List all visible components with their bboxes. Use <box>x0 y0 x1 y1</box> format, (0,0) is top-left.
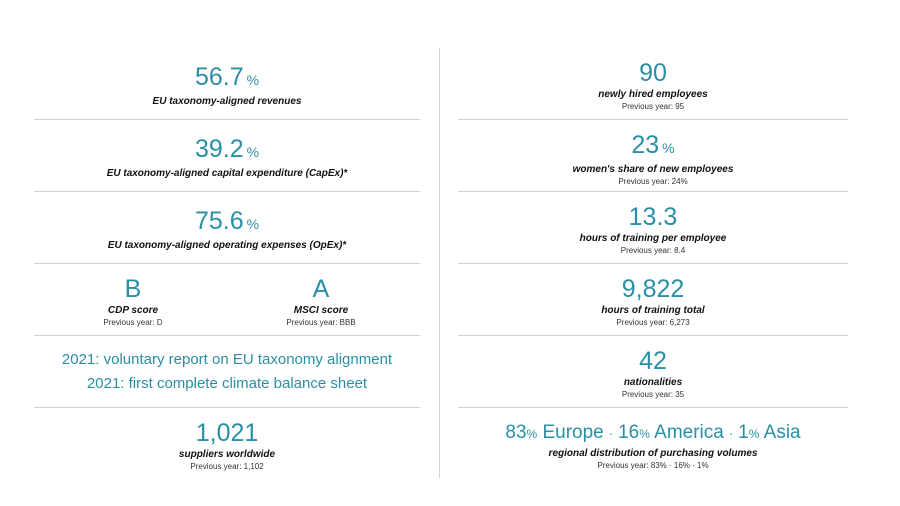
nationalities-caption: nationalities <box>623 377 683 388</box>
suppliers-kpi <box>34 408 420 478</box>
women-previous: Previous year: 24% <box>618 177 688 186</box>
msci-kpi <box>266 274 376 335</box>
europe-value: 83 <box>505 422 527 443</box>
separator: · <box>728 426 734 441</box>
distribution-caption: regional distribution of purchasing volumes <box>548 448 758 459</box>
europe-label: Europe <box>542 422 604 443</box>
revenue-value: 56.7 <box>194 63 244 91</box>
training-total-kpi <box>458 264 848 335</box>
column-divider <box>439 48 440 478</box>
training-previous: Previous year: 8.4 <box>620 246 686 255</box>
women-value: 23 <box>631 131 660 159</box>
distribution-values <box>458 420 848 447</box>
msci-value: A <box>312 275 330 303</box>
capex-value: 39.2 <box>194 135 244 163</box>
hired-value: 90 <box>639 59 667 87</box>
europe-unit: % <box>526 427 538 441</box>
right-column <box>458 48 848 478</box>
hired-kpi <box>458 48 848 119</box>
ratings-row <box>34 264 420 335</box>
nationalities-value: 42 <box>639 347 667 375</box>
revenue-kpi <box>34 48 420 119</box>
hired-previous: Previous year: 95 <box>621 102 685 111</box>
training-total-value: 9,822 <box>621 275 685 303</box>
cdp-caption: CDP score <box>107 305 159 316</box>
suppliers-previous: Previous year: 1,102 <box>190 462 264 471</box>
msci-caption: MSCI score <box>293 305 349 316</box>
report-line-1: 2021: voluntary report on EU taxonomy alignment <box>61 351 393 368</box>
women-unit: % <box>662 140 675 156</box>
women-kpi <box>458 120 848 191</box>
left-column <box>34 48 420 478</box>
training-value: 13.3 <box>628 203 678 231</box>
asia-unit: % <box>748 427 760 441</box>
training-caption: hours of training per employee <box>579 233 727 244</box>
opex-value: 75.6 <box>194 207 244 235</box>
report-notes <box>34 336 420 407</box>
cdp-previous: Previous year: D <box>103 318 163 327</box>
capex-caption: EU taxonomy-aligned capital expenditure (CapEx)* <box>106 168 348 179</box>
distribution-kpi <box>458 408 848 478</box>
opex-unit: % <box>246 216 260 232</box>
suppliers-value: 1,021 <box>195 419 259 447</box>
cdp-value: B <box>124 275 142 303</box>
america-label: America <box>654 422 724 443</box>
opex-caption: EU taxonomy-aligned operating expenses (OpEx)* <box>107 240 347 251</box>
asia-value: 1 <box>738 422 749 443</box>
america-value: 16 <box>618 422 640 443</box>
separator: · <box>608 426 614 441</box>
training-total-caption: hours of training total <box>601 305 705 316</box>
distribution-previous: Previous year: 83% · 16% · 1% <box>597 461 709 470</box>
opex-kpi <box>34 192 420 263</box>
women-caption: women's share of new employees <box>572 164 734 175</box>
revenue-unit: % <box>246 72 260 88</box>
capex-unit: % <box>246 144 260 160</box>
training-kpi <box>458 192 848 263</box>
hired-caption: newly hired employees <box>598 89 708 100</box>
nationalities-kpi <box>458 336 848 407</box>
training-total-previous: Previous year: 6,273 <box>616 318 690 327</box>
asia-label: Asia <box>763 422 801 443</box>
nationalities-previous: Previous year: 35 <box>621 390 685 399</box>
suppliers-caption: suppliers worldwide <box>178 449 276 460</box>
capex-kpi <box>34 120 420 191</box>
revenue-caption: EU taxonomy-aligned revenues <box>152 96 302 107</box>
cdp-kpi <box>78 274 188 335</box>
msci-previous: Previous year: BBB <box>286 318 356 327</box>
america-unit: % <box>639 427 650 441</box>
report-line-2: 2021: first complete climate balance sheet <box>86 375 368 392</box>
